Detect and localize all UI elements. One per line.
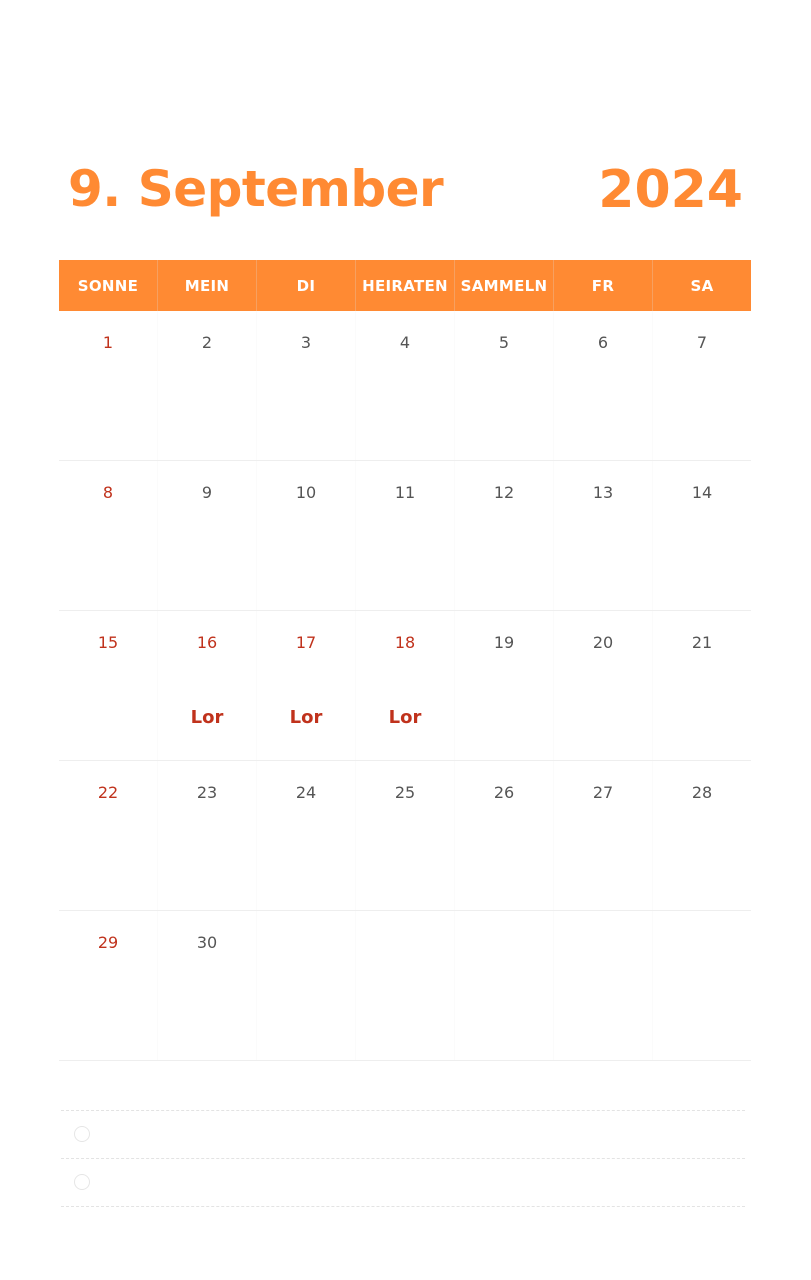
event-label[interactable]: Lor [289,707,323,728]
day-number: 14 [691,483,713,502]
day-number: 11 [394,483,416,502]
calendar-week-row [59,911,751,1061]
calendar-day-cell[interactable] [256,761,355,910]
calendar-day-cell[interactable] [59,311,157,460]
calendar-day-cell[interactable] [355,461,454,610]
calendar-day-cell[interactable] [652,461,751,610]
calendar-day-cell[interactable] [553,911,652,1060]
calendar-grid [59,311,751,1061]
day-number: 15 [97,633,119,652]
month-title: 9. September [68,160,444,218]
calendar-day-cell[interactable] [652,761,751,910]
calendar-day-cell[interactable] [59,911,157,1060]
calendar-day-cell[interactable] [454,911,553,1060]
calendar-day-cell[interactable] [256,911,355,1060]
calendar-day-cell[interactable] [256,611,355,760]
day-number: 10 [295,483,317,502]
day-number: 8 [102,483,114,502]
calendar-week-row [59,761,751,911]
calendar-day-cell[interactable] [59,611,157,760]
notes-section [61,1110,745,1207]
weekday-label: SA [690,276,714,295]
day-number: 13 [592,483,614,502]
calendar-day-cell[interactable] [454,311,553,460]
day-number: 4 [399,333,411,352]
day-number: 23 [196,783,218,802]
day-number: 16 [196,633,218,652]
weekday-header [59,260,751,311]
calendar-day-cell[interactable] [355,761,454,910]
checkbox-circle-icon[interactable] [74,1174,90,1190]
event-label[interactable]: Lor [388,707,422,728]
day-number: 1 [102,333,114,352]
weekday-label: SAMMELN [455,260,554,311]
weekday-label: FR [554,260,653,311]
calendar-week-row [59,461,751,611]
calendar-day-cell[interactable] [553,311,652,460]
day-number: 3 [300,333,312,352]
calendar-week-row [59,611,751,761]
day-number: 5 [498,333,510,352]
calendar-day-cell[interactable] [59,461,157,610]
weekday-label: SONNE [59,260,158,311]
day-number: 6 [597,333,609,352]
day-number: 30 [196,933,218,952]
day-number: 25 [394,783,416,802]
calendar-day-cell[interactable] [553,461,652,610]
day-number: 28 [691,783,713,802]
calendar-day-cell[interactable] [256,311,355,460]
calendar-day-cell[interactable] [157,761,256,910]
calendar-day-cell[interactable] [355,611,454,760]
weekday-label: DI [257,260,356,311]
event-label[interactable]: Lor [190,707,224,728]
calendar-day-cell[interactable] [157,461,256,610]
day-number: 24 [295,783,317,802]
day-number: 7 [696,333,708,352]
calendar-day-cell[interactable] [157,611,256,760]
checkbox-circle-icon[interactable] [74,1126,90,1142]
calendar-day-cell[interactable] [454,611,553,760]
day-number: 26 [493,783,515,802]
calendar-day-cell[interactable] [652,311,751,460]
day-number: 27 [592,783,614,802]
day-number: 17 [295,633,317,652]
calendar-day-cell[interactable] [652,911,751,1060]
day-number: 21 [691,633,713,652]
calendar-day-cell[interactable] [355,911,454,1060]
calendar-day-cell[interactable] [59,761,157,910]
day-number: 20 [592,633,614,652]
note-line[interactable] [61,1158,745,1207]
calendar-day-cell[interactable] [454,461,553,610]
weekday-label: MEIN [158,260,257,311]
calendar-day-cell[interactable] [652,611,751,760]
calendar-day-cell[interactable] [553,761,652,910]
weekday-label: HEIRATEN [356,260,455,311]
calendar-day-cell[interactable] [157,911,256,1060]
day-number: 19 [493,633,515,652]
year-title: 2024 [598,160,743,220]
day-number: 18 [394,633,416,652]
calendar-week-row [59,311,751,461]
calendar-day-cell[interactable] [355,311,454,460]
calendar-day-cell[interactable] [256,461,355,610]
day-number: 29 [97,933,119,952]
day-number: 9 [201,483,213,502]
day-number: 2 [201,333,213,352]
day-number: 12 [493,483,515,502]
calendar-day-cell[interactable] [157,311,256,460]
note-line[interactable] [61,1110,745,1158]
calendar-day-cell[interactable] [553,611,652,760]
day-number: 22 [97,783,119,802]
calendar-day-cell[interactable] [454,761,553,910]
